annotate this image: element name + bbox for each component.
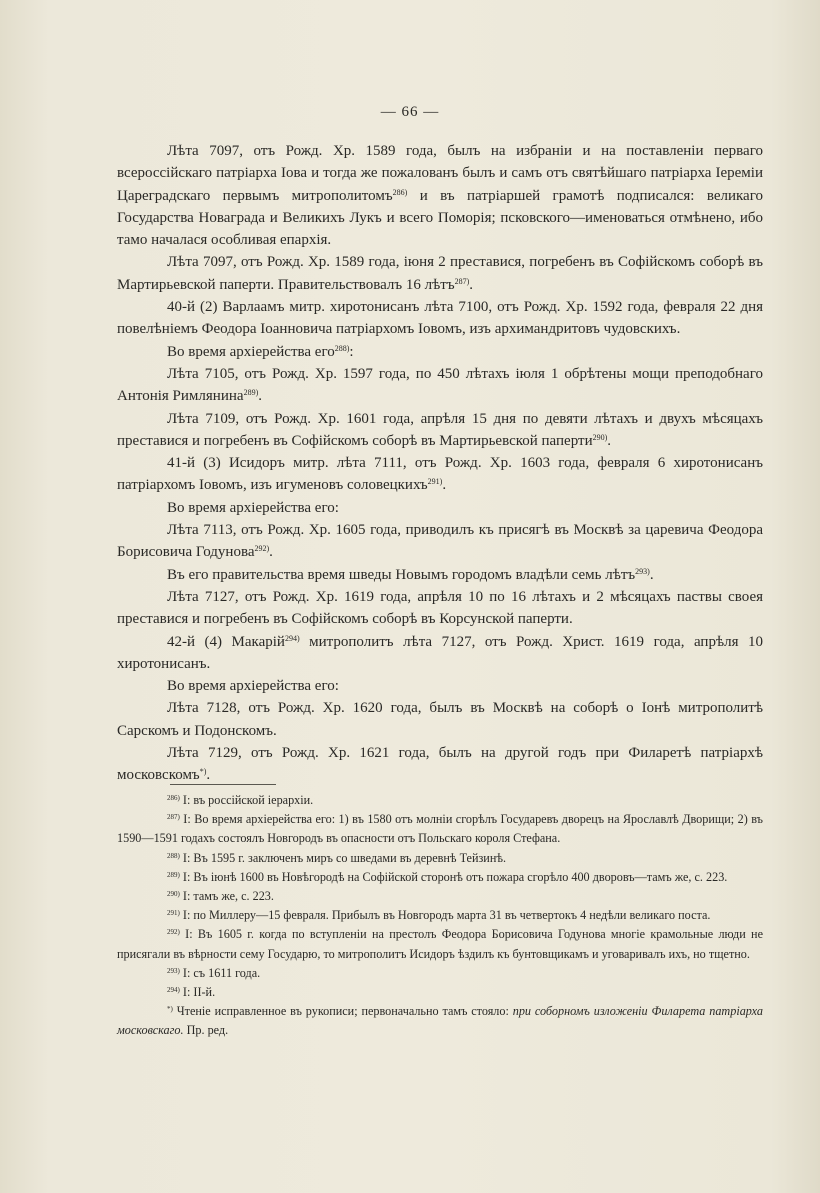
footnote-mark: 286) [167, 794, 180, 802]
paragraph: 41-й (3) Исидоръ митр. лѣта 7111, отъ Рожд. Хр. 1603 года, февраля 6 хиротонисанъ патріархомъ Іовомъ, изъ игуменовъ соловецкихъ$^{291)}$. [117, 455, 763, 494]
footnote: $^{288)}$ I: Въ 1595 г. заключенъ миръ со шведами въ деревнѣ Тейзинѣ. [167, 850, 506, 865]
footnote-ref[interactable]: 289) [243, 388, 259, 398]
footnote-mark: 287) [167, 813, 180, 822]
footnote: $^{292)}$ I: Въ 1605 г. когда по вступленіи на престолъ Феодора Борисовича Годунова многіе крамольные люди не присягали въ вѣрности сему Государю, то митрополитъ Исидоръ ѣздилъ къ бунтовщикамъ и уговаривалъ ихъ, но тщетно. [117, 927, 763, 961]
paragraph: Лѣта 7109, отъ Рожд. Хр. 1601 года, апрѣля 15 дня по девяти лѣтахъ и двухъ мѣсяцахъ преставися и погребенъ въ Софійскомъ соборѣ въ Мартирьевской паперти$^{290)}$. [117, 410, 763, 449]
paragraph: Лѣта 7129, отъ Рожд. Хр. 1621 года, былъ на другой годъ при Филаретѣ патріархѣ московскомъ*). [117, 745, 763, 784]
footnote: $^{291)}$ I: по Миллеру—15 февраля. Прибылъ въ Новгородъ марта 31 въ четвертокъ 4 недѣли великаго поста. [167, 908, 711, 923]
footnote-ref[interactable]: *) [199, 767, 207, 777]
page-number: — 66 — [380, 104, 440, 120]
paragraph: Во время архіерейства его: [167, 499, 339, 516]
footnote: $^{286)}$ I: въ россійской іерархіи. [167, 793, 314, 807]
paragraph: Въ его правительства время шведы Новымъ городомъ владѣли семь лѣтъ$^{293)}$. [167, 566, 654, 583]
paragraph: 42-й (4) Макарій$^{294)}$ митрополитъ лѣта 7127, отъ Рожд. Христ. 1619 года, апрѣля 10 хиротонисанъ. [117, 633, 763, 672]
footnote: *) Чтеніе исправленное въ рукописи; первоначально тамъ стояло: при соборномъ изложеніи Филарета патріарха московскаго. Пр. ред. [117, 1004, 763, 1038]
paragraph: Во время архіерейства его: [167, 678, 339, 695]
footnote-mark: *) [167, 1005, 173, 1014]
footnote-ref[interactable]: 290) [592, 432, 608, 442]
footnote: $^{287)}$ I: Во время архіерейства его: 1) въ 1580 отъ молніи сгорѣлъ Государевъ дворецъ на Ярославлѣ Дворищи; 2) въ 1590—1591 годахъ состоялъ Новгородъ въ опасности отъ Польскаго короля Стефана. [117, 812, 763, 846]
footnote-ref[interactable]: 294) [284, 633, 300, 643]
main-text [117, 140, 763, 787]
paragraph: 40-й (2) Варлаамъ митр. хиротонисанъ лѣта 7100, отъ Рожд. Хр. 1592 года, февраля 22 дня повелѣніемъ Феодора Іоанновича патріархомъ Іовомъ, изъ архимандритовъ чудовскихъ. [117, 299, 763, 338]
footnote-ref[interactable]: 288) [334, 343, 350, 353]
footnote-ref[interactable]: 292) [254, 544, 270, 554]
paragraph: Лѣта 7097, отъ Рожд. Хр. 1589 года, іюня 2 преставися, погребенъ въ Софійскомъ соборѣ въ Мартирьевской паперти. Правительствовалъ 16 лѣтъ$^{287)}$. [117, 254, 763, 293]
footnote-mark: 291) [167, 909, 180, 918]
footnote-ref[interactable]: 293) [635, 566, 650, 576]
footnote-ref[interactable]: 291) [427, 477, 443, 487]
paragraph: Во время архіерейства его$^{288)}$: [167, 343, 354, 360]
footnote-mark: 288) [167, 851, 180, 860]
footnote: $^{289)}$ I: Въ іюнѣ 1600 въ Новѣгородѣ на Софійской сторонѣ отъ пожара сгорѣло 400 дворовъ—тамъ же, с. 223. [167, 869, 728, 884]
footnote: $^{290)}$ I: тамъ же, с. 223. [167, 889, 274, 904]
footnote-mark: 290) [167, 890, 180, 899]
footnote-italic-text: при соборномъ изложеніи Филарета патріарха московскаго. [117, 1004, 763, 1038]
footnote-mark: 292) [167, 928, 180, 937]
footnote-ref[interactable]: 286) [392, 187, 408, 197]
footnote: $^{294)}$ I: II-й. [167, 985, 216, 1000]
footnote-ref[interactable]: 287) [454, 276, 470, 286]
paragraph: Лѣта 7128, отъ Рожд. Хр. 1620 года, былъ въ Москвѣ на соборѣ о Іонѣ митрополитѣ Сарскомъ и Подонскомъ. [117, 700, 763, 739]
footnote-mark: 294) [167, 986, 180, 995]
paragraph: Лѣта 7105, отъ Рожд. Хр. 1597 года, по 450 лѣтахъ іюля 1 обрѣтены мощи преподобнаго Антонія Римлянина$^{289)}$. [117, 365, 763, 405]
paragraph: Лѣта 7113, отъ Рожд. Хр. 1605 года, приводилъ къ присягѣ въ Москвѣ за царевича Феодора Борисовича Годунова$^{292)}$. [117, 522, 763, 561]
footnote: $^{293)}$ I: съ 1611 года. [167, 965, 261, 980]
footnotes [117, 791, 763, 1041]
footnote-mark: 289) [167, 870, 180, 879]
paragraph: Лѣта 7097, отъ Рожд. Хр. 1589 года, былъ на избраніи и на поставленіи перваго всероссійскаго патріарха Іова и тогда же пожалованъ былъ и самъ отъ святѣйшаго патріарха Іереміи Цареградскаго первымъ митрополитомъ$^{286)}$ и въ патріаршей грамотѣ подписался: великаго Государства Новаграда и Великихъ Лукъ и всего Поморія; псковского—именоваться отмѣнено, ибо тамо началася особливая епархія. [117, 143, 763, 249]
footnote-divider [170, 784, 276, 785]
paragraph: Лѣта 7127, отъ Рожд. Хр. 1619 года, апрѣля 10 по 16 лѣтахъ и 2 мѣсяцахъ паствы своея преставися и погребенъ въ Софійскомъ соборѣ въ Корсунской паперти. [117, 588, 763, 628]
footnote-mark: 293) [167, 966, 180, 975]
